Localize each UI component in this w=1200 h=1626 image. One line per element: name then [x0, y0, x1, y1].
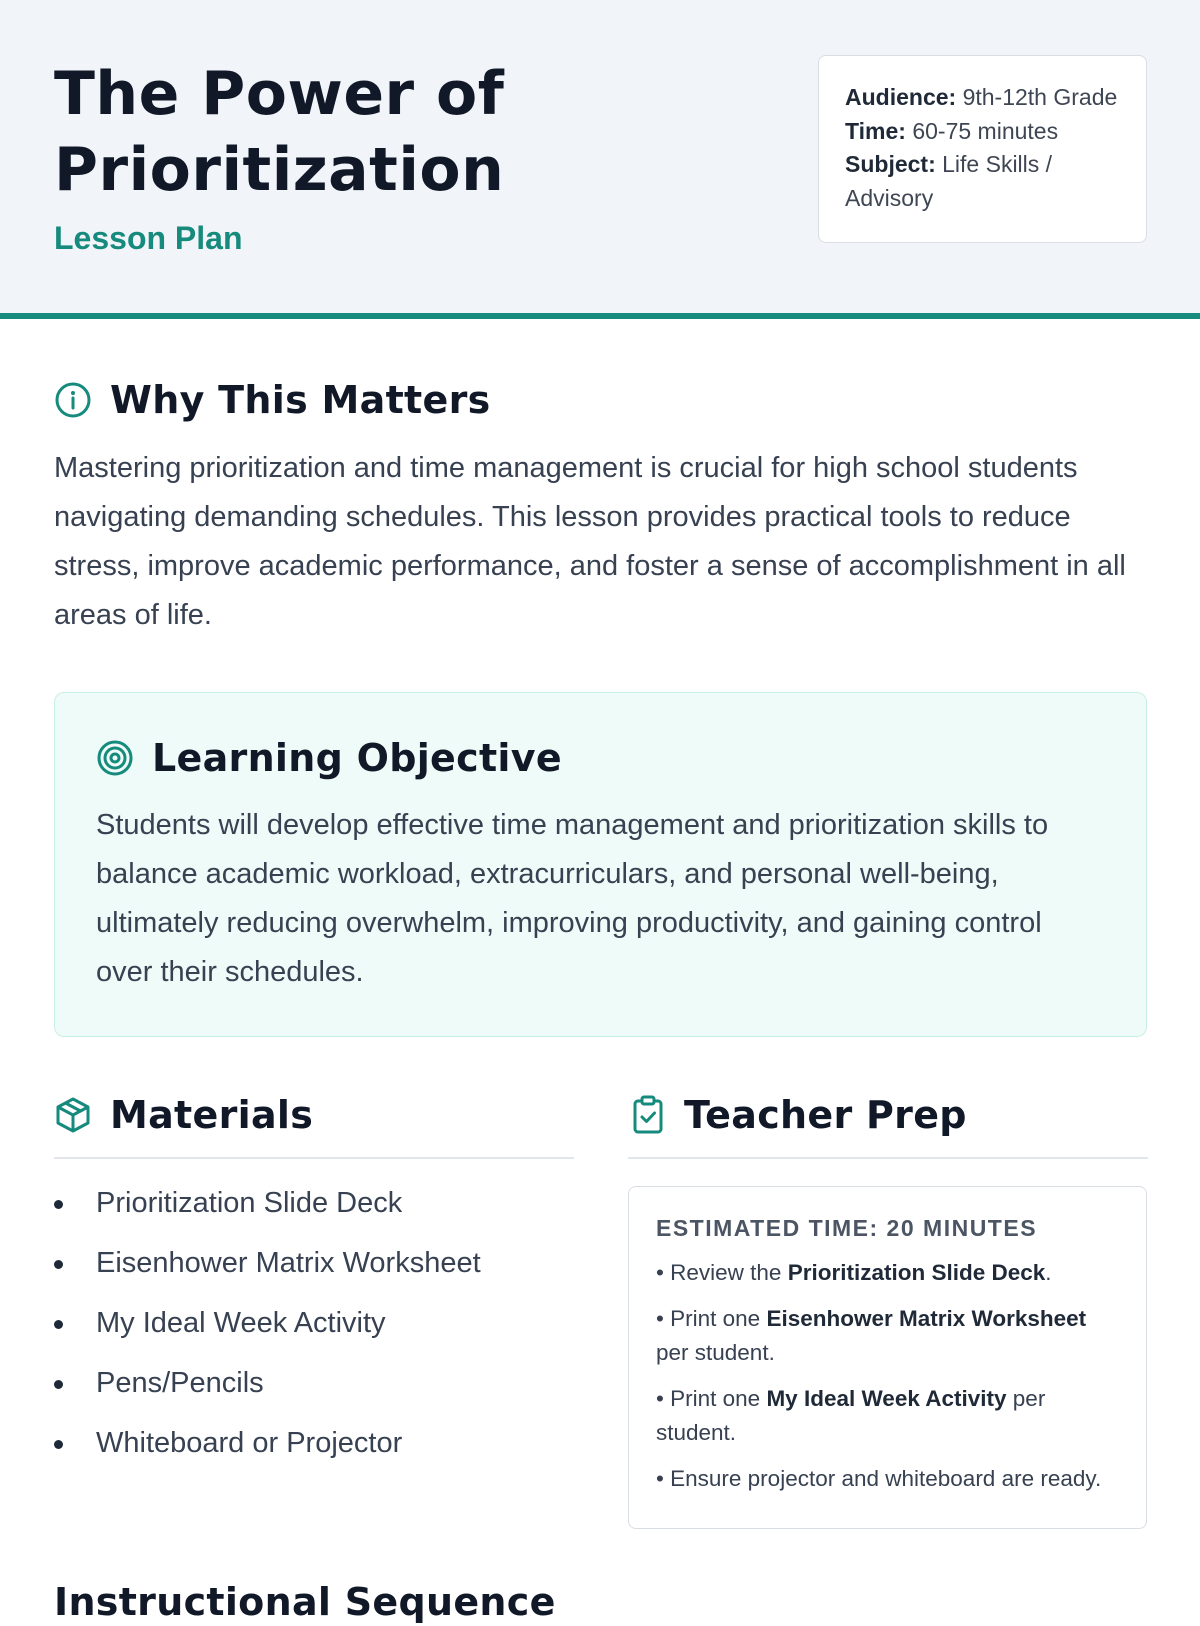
estimated-time-label: ESTIMATED TIME: 20 MINUTES — [656, 1215, 1038, 1241]
meta-time: Time: 60-75 minutes — [845, 117, 1059, 144]
meta-audience: Audience: 9th-12th Grade — [845, 84, 1118, 110]
prep-item: • Print one My Ideal Week Activity per student. — [656, 1386, 1046, 1445]
materials-divider — [54, 1157, 574, 1159]
prep-divider — [628, 1157, 1148, 1159]
why-section-heading — [54, 378, 491, 422]
teacher-prep-card — [628, 1186, 1147, 1529]
clipboard-check-icon — [630, 1095, 666, 1135]
target-icon — [96, 739, 134, 777]
prep-section-heading — [630, 1093, 967, 1137]
prep-item: • Review the Prioritization Slide Deck. — [656, 1260, 1052, 1285]
list-item: Pens/Pencils — [54, 1365, 481, 1425]
list-item: Prioritization Slide Deck — [54, 1185, 481, 1245]
page-subtitle: Lesson Plan — [54, 220, 243, 256]
materials-list — [54, 1185, 481, 1485]
list-item: Whiteboard or Projector — [54, 1425, 481, 1485]
prep-item: • Ensure projector and whiteboard are ready. — [656, 1466, 1102, 1491]
package-icon — [54, 1096, 92, 1134]
page-title: The Power of Prioritization — [54, 59, 505, 205]
info-circle-icon — [54, 381, 92, 419]
instructional-sequence-title: Instructional Sequence — [54, 1580, 556, 1624]
meta-subject: Subject: Life Skills / Advisory — [845, 151, 1053, 211]
materials-title: Materials — [110, 1093, 314, 1137]
materials-section-heading — [54, 1093, 313, 1137]
prep-title: Teacher Prep — [684, 1093, 967, 1137]
why-title: Why This Matters — [110, 378, 491, 422]
lesson-meta-card — [818, 55, 1147, 243]
list-item: Eisenhower Matrix Worksheet — [54, 1245, 481, 1305]
page-header — [0, 0, 1200, 319]
why-paragraph: Mastering prioritization and time management is crucial for high school students navigating demanding schedules. This lesson provides practical tools to reduce stress, improve academic performance, and foster a sense of accomplishment in all areas of life. — [54, 452, 1126, 631]
objective-section-heading — [96, 736, 562, 780]
objective-paragraph: Students will develop effective time management and prioritization skills to balance academic workload, extracurriculars, and personal well-being, ultimately reducing overwhelm, improving productivity, and gaining control over their schedules. — [96, 809, 1049, 988]
prep-item: • Print one Eisenhower Matrix Worksheet per student. — [656, 1306, 1087, 1365]
objective-title: Learning Objective — [152, 736, 562, 780]
list-item: My Ideal Week Activity — [54, 1305, 481, 1365]
